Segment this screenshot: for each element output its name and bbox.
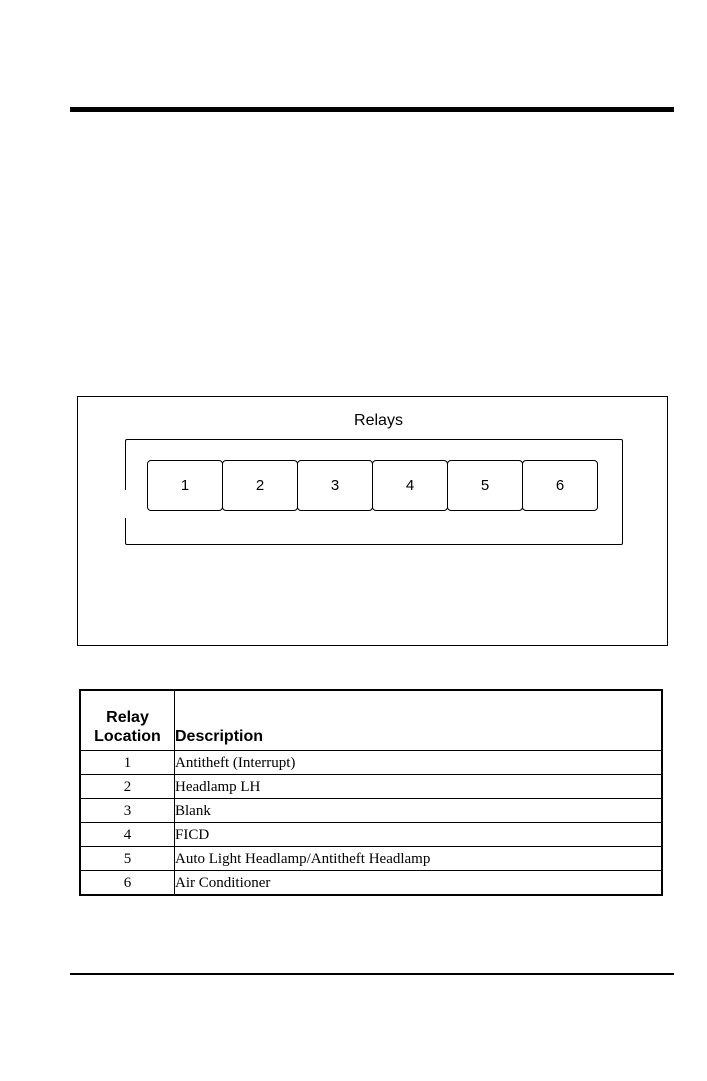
top-rule (70, 107, 674, 112)
table-row (80, 751, 662, 775)
relay-table (79, 689, 663, 896)
table-row (80, 799, 662, 823)
relay-slot-1: 1 (147, 460, 223, 511)
relay-slot-4: 4 (372, 460, 448, 511)
relay-location-cell: 3 (80, 799, 175, 823)
relay-location-cell: 6 (80, 871, 175, 896)
relay-description-cell: Blank (175, 799, 663, 823)
relay-description-cell: Antitheft (Interrupt) (175, 751, 663, 775)
relay-description-cell: Headlamp LH (175, 775, 663, 799)
relay-description-cell: FICD (175, 823, 663, 847)
table-row (80, 823, 662, 847)
relay-slot-5: 5 (447, 460, 523, 511)
relay-row (147, 460, 597, 511)
relay-diagram (77, 396, 668, 646)
relay-slot-2: 2 (222, 460, 298, 511)
bottom-rule (70, 973, 674, 975)
header-description: Description (175, 690, 663, 751)
relay-location-cell: 2 (80, 775, 175, 799)
relay-slot-6: 6 (522, 460, 598, 511)
relay-slot-3: 3 (297, 460, 373, 511)
relay-location-cell: 5 (80, 847, 175, 871)
table-header-row (80, 690, 662, 751)
relay-housing (125, 439, 623, 545)
table-row (80, 775, 662, 799)
diagram-title: Relays (354, 412, 403, 429)
relay-location-cell: 1 (80, 751, 175, 775)
relay-location-cell: 4 (80, 823, 175, 847)
relay-description-cell: Air Conditioner (175, 871, 663, 896)
table-row (80, 847, 662, 871)
header-relay-location: Relay Location (80, 690, 175, 751)
relay-description-cell: Auto Light Headlamp/Antitheft Headlamp (175, 847, 663, 871)
table-row (80, 871, 662, 896)
